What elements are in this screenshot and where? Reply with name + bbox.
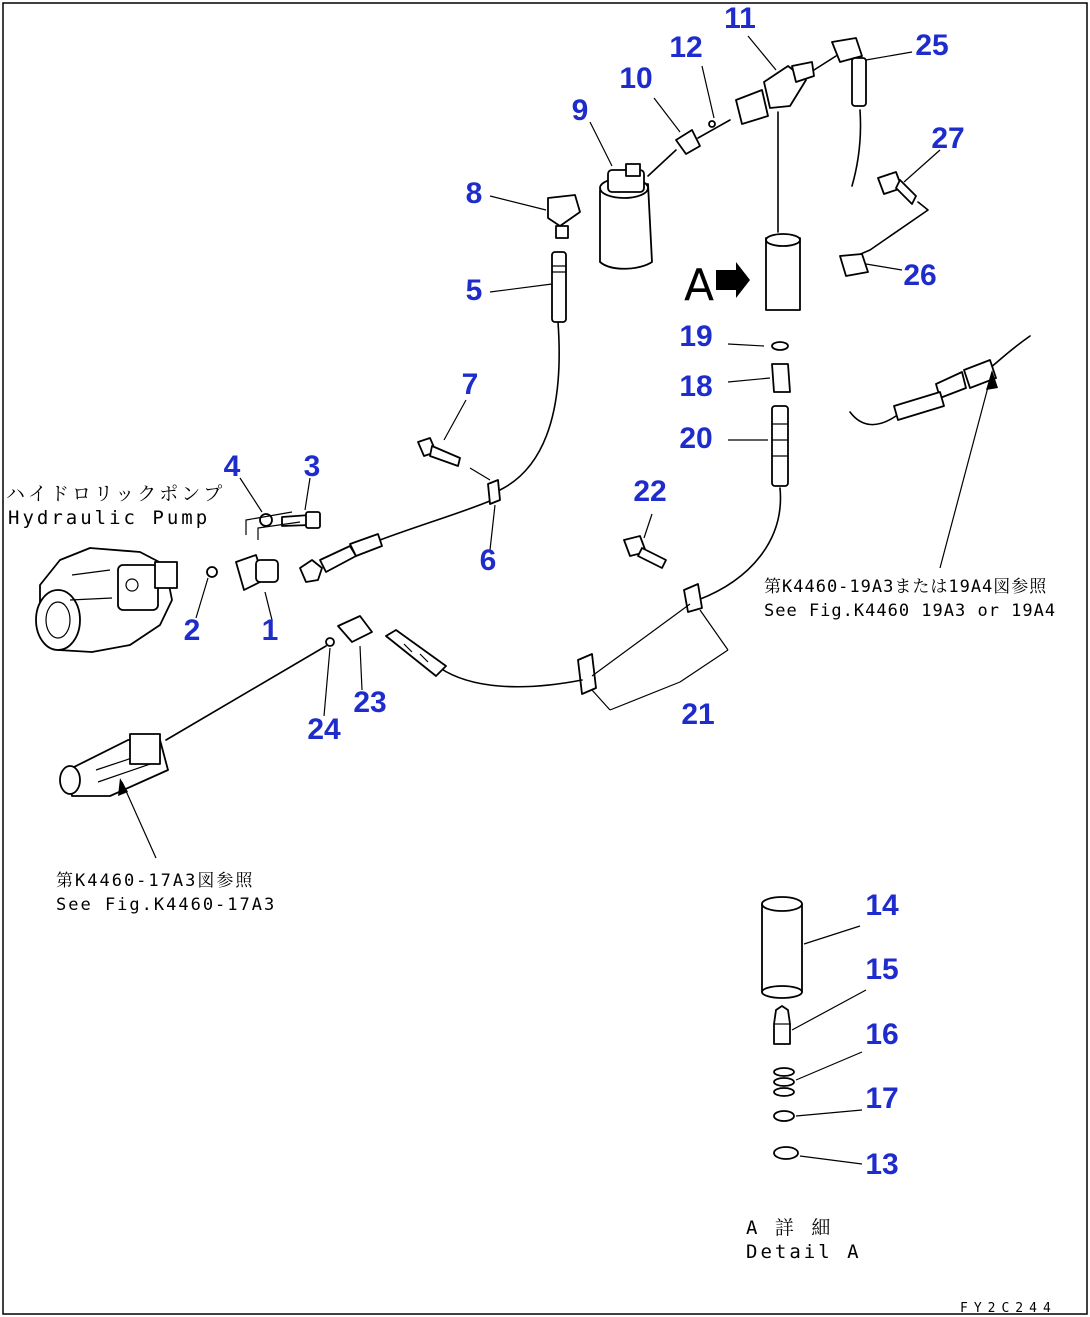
callout-21: 21 [681, 698, 715, 731]
drawing-code: FY2C244 [960, 1301, 1057, 1316]
callout-14: 14 [865, 889, 899, 922]
callout-2: 2 [183, 614, 201, 647]
callout-27: 27 [931, 122, 965, 155]
hose-1 [300, 500, 492, 582]
callout-5: 5 [465, 274, 483, 307]
detail-caption-jp: A 詳 細 [746, 1217, 834, 1239]
callout-12: 12 [669, 31, 703, 64]
detail-a [762, 897, 866, 1164]
pump-caption-jp: ハイドロリックポンプ [6, 483, 226, 505]
callout-11: 11 [724, 2, 756, 35]
callout-26: 26 [903, 259, 937, 292]
hose-23 [166, 616, 446, 740]
view-a-letter: A [684, 260, 715, 311]
detail-caption-en: Detail A [746, 1241, 862, 1263]
callout-3: 3 [303, 450, 321, 483]
callout-23: 23 [353, 686, 387, 719]
ref-caption-1-en: See Fig.K4460 19A3 or 19A4 [764, 601, 1057, 621]
parts-18-19-20 [772, 342, 790, 486]
callout-6: 6 [479, 544, 497, 577]
callout-13: 13 [865, 1148, 899, 1181]
line-filter [600, 150, 676, 269]
callout-24: 24 [307, 713, 341, 746]
valve-block [60, 734, 168, 796]
callout-1: 1 [261, 614, 279, 647]
callout-16: 16 [865, 1018, 899, 1051]
callout-15: 15 [865, 953, 899, 986]
fitting-10 [676, 120, 730, 154]
callout-9: 9 [571, 94, 589, 127]
reference-hose-right [850, 336, 1030, 425]
callout-19: 19 [679, 320, 713, 353]
callout-7: 7 [461, 368, 479, 401]
leader-lines [118, 36, 998, 858]
callout-18: 18 [679, 370, 713, 403]
tee-fitting-11 [736, 56, 836, 232]
hose-25 [832, 38, 866, 186]
drawing-frame [3, 3, 1087, 1314]
ref-caption-2-en: See Fig.K4460-17A3 [56, 895, 277, 915]
flange-assembly [207, 512, 320, 590]
view-arrow-a [684, 260, 750, 311]
callout-17: 17 [865, 1082, 899, 1115]
bracket-6 [418, 438, 500, 504]
callout-20: 20 [679, 422, 713, 455]
ref-caption-1-jp: 第K4460-19A3または19A4図参照 [764, 577, 1048, 597]
pump-caption-en: Hydraulic Pump [8, 507, 211, 529]
callout-22: 22 [633, 475, 667, 508]
callout-8: 8 [465, 177, 483, 210]
callout-10: 10 [619, 62, 653, 95]
hydraulic-pump [36, 548, 177, 652]
hose-5 [500, 195, 580, 490]
callout-4: 4 [223, 450, 241, 483]
callout-25: 25 [915, 29, 949, 62]
ref-caption-2-jp: 第K4460-17A3図参照 [56, 871, 255, 891]
filter-element-a [766, 234, 800, 310]
